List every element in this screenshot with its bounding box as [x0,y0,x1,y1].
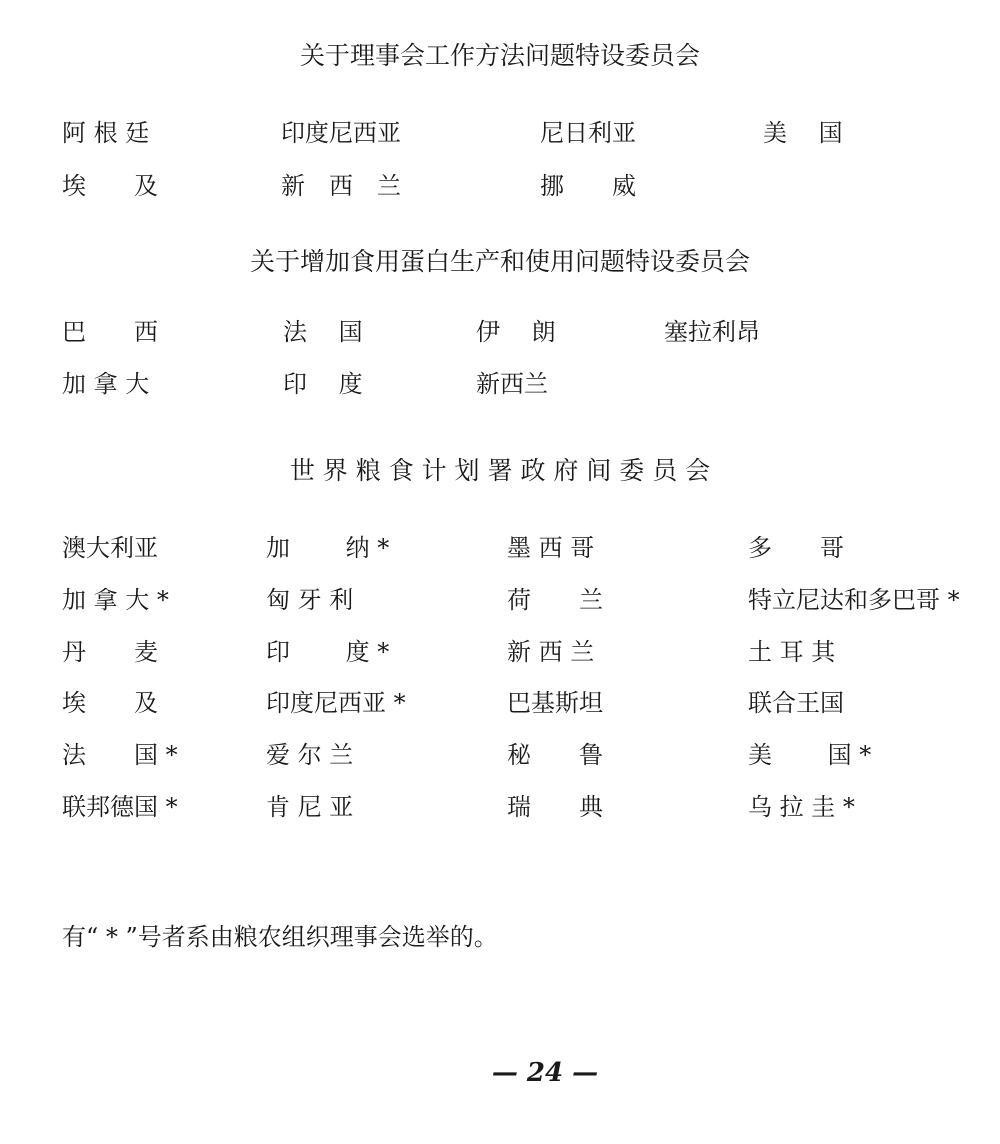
country-cell: 新 西 兰 [281,172,401,200]
country-cell: 尼日利亚 [540,119,636,147]
country-cell: 阿 根 廷 [62,119,150,147]
country-cell: 特立尼达和多巴哥 * [748,586,960,614]
country-cell: 加 拿 大 [62,370,150,398]
country-cell: 新 西 兰 [507,638,595,666]
country-cell: 加 纳 * [266,534,390,562]
country-cell: 美 国 [763,119,843,147]
country-cell: 丹 麦 [62,638,158,666]
country-cell: 印度尼西亚 * [266,689,406,717]
country-cell: 法 国 [283,318,363,346]
country-cell: 加 拿 大 * [62,586,169,614]
country-cell: 巴 西 [62,318,158,346]
country-cell: 巴基斯坦 [507,689,603,717]
country-cell: 塞拉利昂 [664,318,760,346]
country-cell: 美 国 * [748,741,872,769]
country-cell: 土 耳 其 [748,638,836,666]
country-cell: 瑞 典 [507,793,603,821]
country-cell: 多 哥 [748,534,844,562]
country-cell: 印度尼西亚 [281,119,401,147]
country-cell: 伊 朗 [476,318,556,346]
country-cell: 挪 威 [540,172,636,200]
page-number: — 24 — [491,1058,599,1088]
country-cell: 印 度 [283,370,363,398]
committee-2-title: 关于增加食用蛋白生产和使用问题特设委员会 [249,247,750,276]
country-cell: 肯 尼 亚 [266,793,354,821]
country-cell: 印 度 * [266,638,390,666]
country-cell: 新西兰 [476,370,548,398]
country-cell: 埃 及 [62,172,158,200]
country-cell: 荷 兰 [507,586,603,614]
country-cell: 联邦德国 * [62,793,178,821]
country-cell: 爱 尔 兰 [266,741,354,769]
committee-1-title: 关于理事会工作方法问题特设委员会 [299,41,700,70]
country-cell: 法 国 * [62,741,178,769]
country-cell: 匈 牙 利 [266,586,354,614]
country-cell: 澳大利亚 [62,534,158,562]
country-cell: 联合王国 [748,689,844,717]
country-cell: 埃 及 [62,689,158,717]
committee-3-title: 世 界 粮 食 计 划 署 政 府 间 委 员 会 [289,456,711,485]
footnote: 有“ * ”号者系由粮农组织理事会选举的。 [62,923,498,951]
country-cell: 秘 鲁 [507,741,603,769]
country-cell: 乌 拉 圭 * [748,793,855,821]
country-cell: 墨 西 哥 [507,534,595,562]
